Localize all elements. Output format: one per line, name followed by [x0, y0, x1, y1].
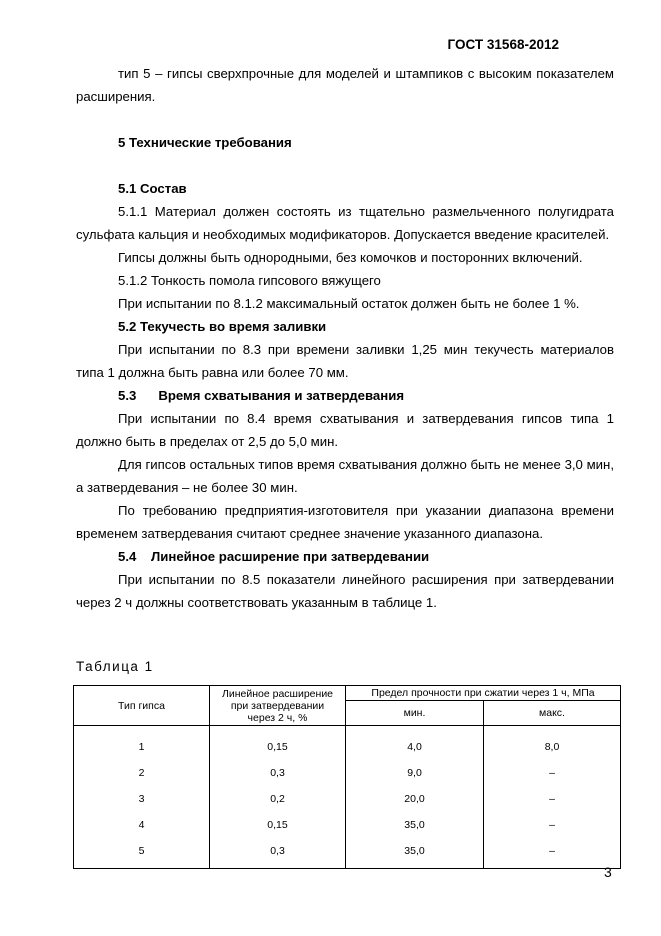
cell-type: 3	[74, 786, 210, 812]
table-row	[74, 760, 621, 786]
cell-max: 8,0	[484, 726, 621, 761]
table-row	[74, 726, 621, 761]
table-row	[74, 812, 621, 838]
document-body	[76, 62, 614, 614]
cell-type: 2	[74, 760, 210, 786]
paragraph-5-1-1: 5.1.1 Материал должен состоять из тщательно размельченного полугидрата сульфата кальция и необходимых модификаторов. Допускается введение красителей.	[76, 204, 614, 242]
cell-expansion: 0,15	[210, 726, 346, 761]
cell-type: 4	[74, 812, 210, 838]
cell-expansion: 0,3	[210, 838, 346, 869]
section-heading-5-2: 5.2 Текучесть во время заливки	[118, 319, 327, 334]
paragraph-5-1-1-homogeneity: Гипсы должны быть однородными, без комочков и посторонних включений.	[118, 250, 583, 265]
paragraph-5-3-manufacturer: По требованию предприятия-изготовителя при указании диапазона времени временем затвердевания считают среднее значение указанного диапазона.	[76, 503, 614, 541]
header-compressive-strength: Предел прочности при сжатии через 1 ч, МПа	[346, 686, 621, 701]
section-heading-5-4: 5.4 Линейное расширение при затвердевании	[118, 549, 430, 564]
table-row	[74, 838, 621, 869]
cell-min: 20,0	[346, 786, 484, 812]
cell-min: 35,0	[346, 838, 484, 869]
cell-max: –	[484, 786, 621, 812]
header-min: мин.	[346, 701, 484, 726]
cell-max: –	[484, 812, 621, 838]
section-heading-5-3: 5.3 Время схватывания и затвердевания	[118, 388, 405, 403]
header-max: макс.	[484, 701, 621, 726]
cell-min: 4,0	[346, 726, 484, 761]
header-linear-expansion: Линейное расширение при затвердевании через 2 ч, %	[210, 686, 346, 726]
cell-min: 35,0	[346, 812, 484, 838]
document-code-header: ГОСТ 31568-2012	[447, 37, 559, 52]
paragraph-5-2: При испытании по 8.3 при времени заливки 1,25 мин текучесть материалов типа 1 должна быть равна или более 70 мм.	[76, 342, 614, 380]
table-caption: Таблица 1	[76, 659, 154, 674]
cell-type: 5	[74, 838, 210, 869]
cell-expansion: 0,15	[210, 812, 346, 838]
cell-expansion: 0,2	[210, 786, 346, 812]
paragraph-5-3-type1: При испытании по 8.4 время схватывания и затвердевания гипсов типа 1 должно быть в пределах от 2,5 до 5,0 мин.	[76, 411, 614, 449]
paragraph-5-3-other-types: Для гипсов остальных типов время схватывания должно быть не менее 3,0 мин, а затвердевания – не более 30 мин.	[76, 457, 614, 495]
cell-expansion: 0,3	[210, 760, 346, 786]
paragraph-5-1-2-residue: При испытании по 8.1.2 максимальный остаток должен быть не более 1 %.	[118, 296, 580, 311]
paragraph-5-1-2: 5.1.2 Тонкость помола гипсового вяжущего	[118, 273, 381, 288]
cell-type: 1	[74, 726, 210, 761]
section-heading-5-1: 5.1 Состав	[118, 181, 187, 196]
gypsum-properties-table	[73, 685, 621, 869]
section-heading-5: 5 Технические требования	[118, 135, 292, 150]
header-type: Тип гипса	[74, 686, 210, 726]
cell-max: –	[484, 760, 621, 786]
paragraph-5-4: При испытании по 8.5 показатели линейного расширения при затвердевании через 2 ч должны соответствовать указанным в таблице 1.	[76, 572, 614, 610]
page-number: 3	[604, 864, 612, 880]
cell-max: –	[484, 838, 621, 869]
cell-min: 9,0	[346, 760, 484, 786]
table-row	[74, 786, 621, 812]
paragraph-type5: тип 5 – гипсы сверхпрочные для моделей и штампиков с высоким показателем расширения.	[76, 66, 614, 104]
